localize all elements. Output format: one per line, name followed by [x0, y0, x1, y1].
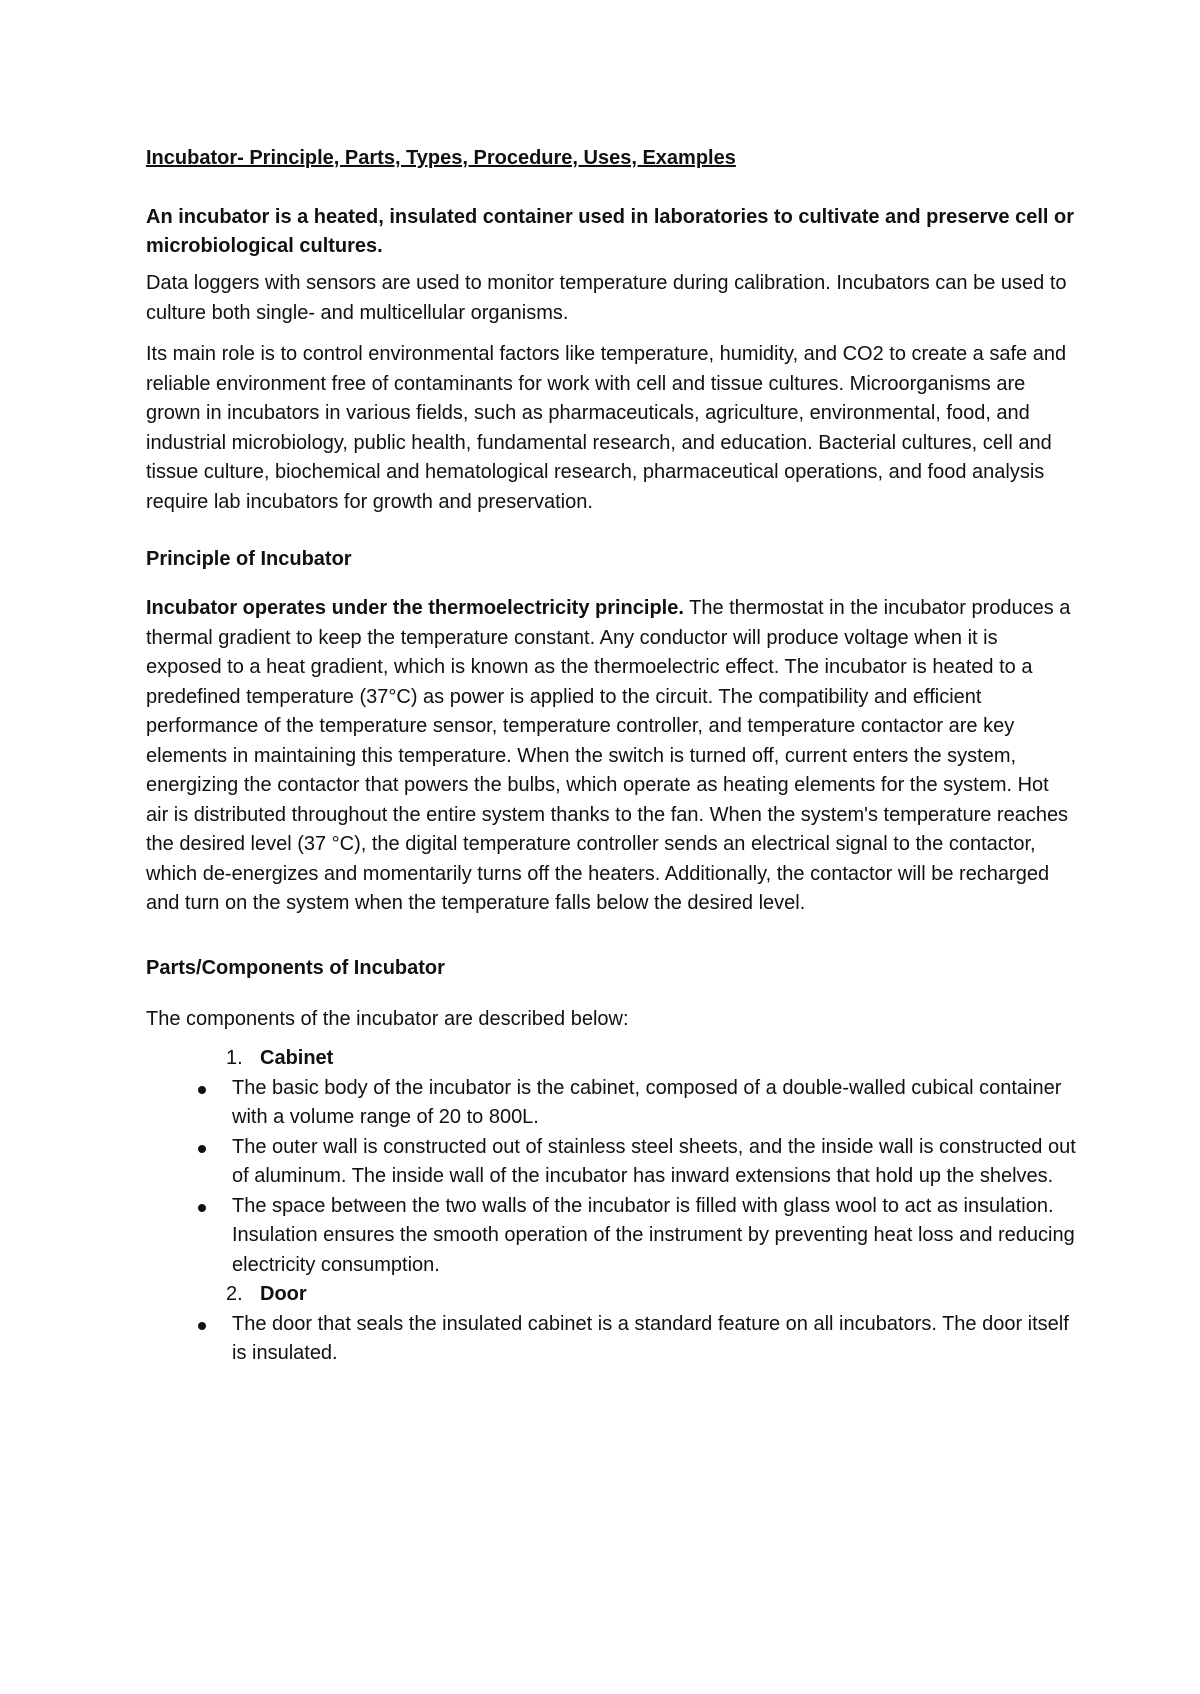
principle-text: The thermostat in the incubator produces a thermal gradient to keep the temperature constant. Any conductor will produce voltage when it is exposed to a heat gradient, which is known as the thermoelectric effect. The incubator is heated to a predefined temperature (37°C) as power is applied to the circuit. The compatibility and efficient performance of the temperature sensor, temperature controller, and temperature contactor are key elements in maintaining this temperature. When the switch is turned off, current enters the system, energizing the contactor that powers the bulbs, which operate as heating elements for the system. Hot air is distributed throughout the entire system thanks to the fan. When the system's temperature reaches the desired level (37 °C), the digital temperature controller sends an electrical signal to the contactor, which de-energizes and momentarily turns off the heaters. Additionally, the contactor will be recharged and turn on the system when the temperature falls below the desired level. [146, 597, 1071, 914]
intro-paragraph-1: Data loggers with sensors are used to monitor temperature during calibration. Incubators can be used to culture both single- and multicellular organisms. [146, 272, 1067, 324]
list-item [146, 1192, 1076, 1281]
list-item [146, 1074, 1076, 1133]
item-number: 1. [226, 1047, 243, 1069]
document-title: Incubator- Principle, Parts, Types, Procedure, Uses, Examples [146, 147, 736, 169]
parts-heading: Parts/Components of Incubator [146, 956, 445, 979]
intro-paragraph-2: Its main role is to control environmental factors like temperature, humidity, and CO2 to create a safe and reliable environment free of contaminants for work with cell and tissue cultures. Microorganisms are grown in incubators in various fields, such as pharmaceuticals, agriculture, environmental, food, and industrial microbiology, public health, fundamental research, and education. Bacterial cultures, cell and tissue culture, biochemical and hematological research, pharmaceutical operations, and food analysis require lab incubators for growth and preservation. [146, 343, 1067, 513]
bullet-text: The door that seals the insulated cabinet is a standard feature on all incubators. The door itself is insulated. [232, 1312, 1069, 1364]
list-item [146, 1310, 1076, 1369]
bullet-icon [198, 1086, 206, 1094]
bullet-icon [198, 1322, 206, 1330]
bullet-icon [198, 1145, 206, 1153]
bullet-text: The outer wall is constructed out of stainless steel sheets, and the inside wall is constructed out of aluminum. The inside wall of the incubator has inward extensions that hold up the shelves. [232, 1135, 1076, 1187]
principle-bold-lead: Incubator operates under the thermoelectricity principle. [146, 597, 684, 619]
numbered-item-cabinet [146, 1044, 1076, 1074]
bullet-icon [198, 1204, 206, 1212]
item-number: 2. [226, 1283, 243, 1305]
principle-heading: Principle of Incubator [146, 548, 352, 570]
list-item [146, 1133, 1076, 1192]
principle-paragraph [146, 594, 1076, 919]
bullet-text: The basic body of the incubator is the cabinet, composed of a double-walled cubical container with a volume range of 20 to 800L. [232, 1076, 1062, 1128]
bullet-text: The space between the two walls of the incubator is filled with glass wool to act as insulation. Insulation ensures the smooth operation of the instrument by preventing heat loss and reducing electricity consumption. [232, 1194, 1075, 1276]
numbered-item-door [146, 1280, 1076, 1310]
lead-sentence: An incubator is a heated, insulated container used in laboratories to cultivate and preserve cell or microbiological cultures. [146, 206, 1075, 257]
document-page [146, 143, 1076, 1369]
parts-intro: The components of the incubator are described below: [146, 1007, 629, 1030]
item-label: Cabinet [260, 1047, 334, 1069]
item-label: Door [260, 1283, 307, 1305]
